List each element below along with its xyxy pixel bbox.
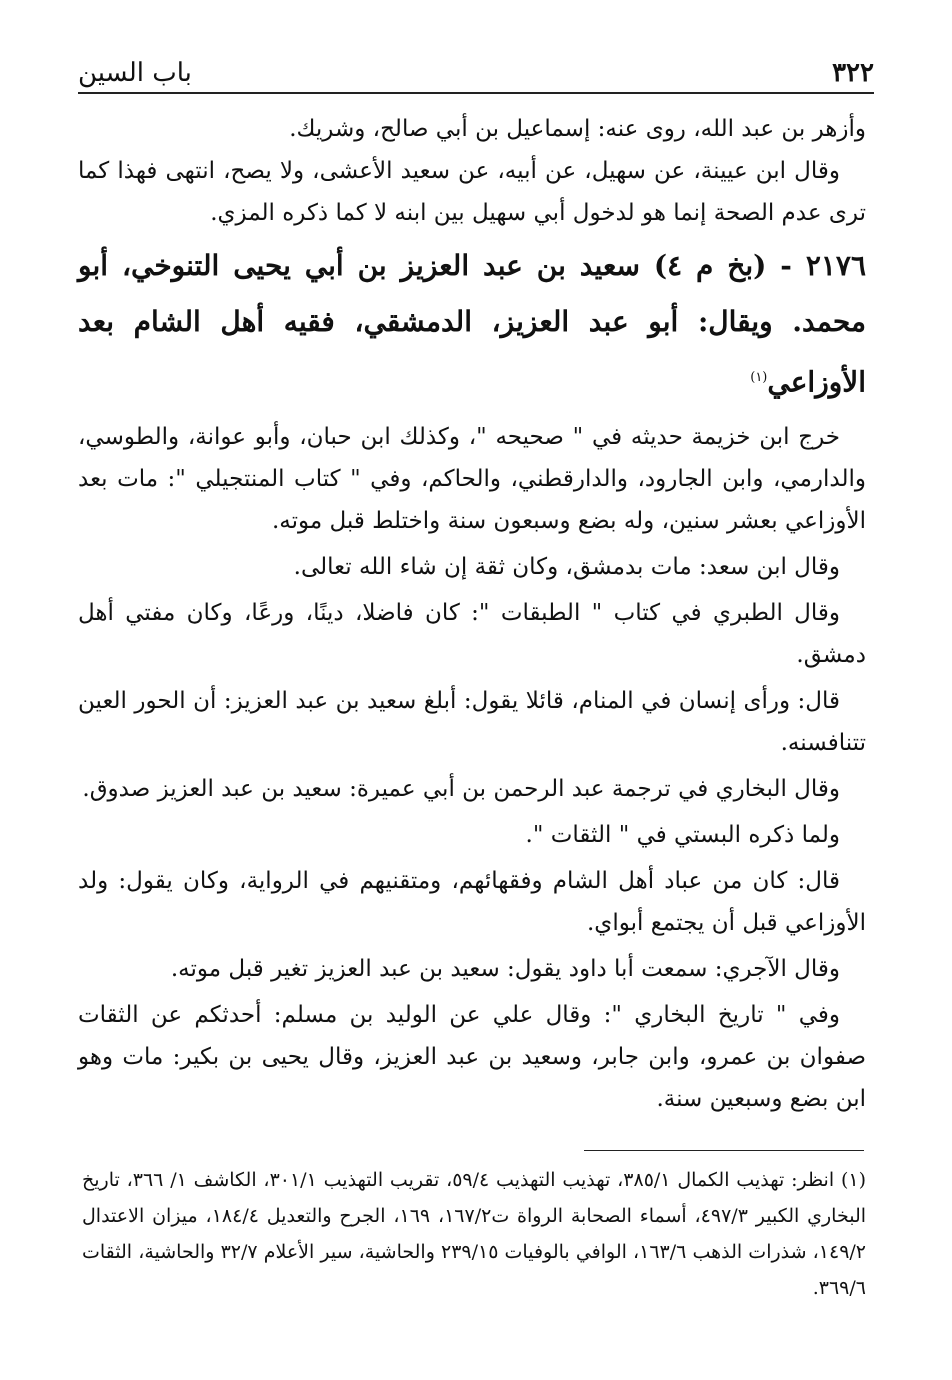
page-header — [78, 52, 874, 94]
paragraph: وفي " تاريخ البخاري ": وقال علي عن الوليد بن مسلم: أحدثكم عن الثقات صفوان بن عمرو، وابن جابر، وسعيد بن عبد العزيز، وقال يحيى بن بكير: مات وهو ابن بضع وسبعين سنة. — [78, 1002, 866, 1113]
paragraph: خرج ابن خزيمة حديثه في " صحيحه "، وكذلك ابن حبان، وأبو عوانة، والطوسي، والدارمي، وابن الجارود، والدارقطني، والحاكم، وفي " كتاب المنتجيلي ": مات بعد الأوزاعي بعشر سنين، وله بضع وسبعون سنة واختلط قبل موته. — [78, 424, 866, 535]
paragraph: وقال ابن عيينة، عن سهيل، عن أبيه، عن سعيد الأعشى، ولا يصح، انتهى فهذا كما ترى عدم الصحة إنما هو لدخول أبي سهيل بين ابنه لا كما ذكره المزي. — [78, 158, 866, 226]
paragraph: ولما ذكره البستي في " الثقات ". — [525, 822, 840, 849]
entry-heading-text: ٢١٧٦ - (بخ م ٤) سعيد بن عبد العزيز بن أبي يحيى التنوخي، أبو محمد. ويقال: أبو عبد العزيز، الدمشقي، فقيه أهل الشام بعد الأوزاعي — [78, 249, 866, 399]
main-text — [78, 108, 866, 1120]
paragraph: وقال الطبري في كتاب " الطبقات ": كان فاضلا، دينًا، ورعًا، وكان مفتي أهل دمشق. — [78, 600, 866, 669]
paragraph: وقال الآجري: سمعت أبا داود يقول: سعيد بن عبد العزيز تغير قبل موته. — [170, 956, 840, 983]
footnote-marker: (١) — [750, 370, 768, 385]
paragraph: قال: كان من عباد أهل الشام وفقهائهم، ومتقنيهم في الرواية، وكان يقول: ولد الأوزاعي قبل أن يجتمع أبواي. — [78, 868, 866, 937]
footnotes — [82, 1162, 866, 1306]
paragraph: وأزهر بن عبد الله، روى عنه: إسماعيل بن أبي صالح، وشريك. — [289, 116, 866, 142]
paragraph: قال: ورأى إنسان في المنام، قائلا يقول: أبلغ سعيد بن عبد العزيز: أن الحور العين تتنافسنه. — [78, 688, 866, 757]
paragraph: وقال ابن سعد: مات بدمشق، وكان ثقة إن شاء الله تعالى. — [293, 554, 840, 581]
page-number: ٣٢٢ — [832, 58, 874, 88]
paragraph: وقال البخاري في ترجمة عبد الرحمن بن أبي عميرة: سعيد بن عبد العزيز صدوق. — [82, 776, 840, 803]
footnote-text: (١) انظر: تهذيب الكمال ٣٨٥/١، تهذيب التهذيب ٥٩/٤، تقريب التهذيب ٣٠١/١، الكاشف ١/ ٣٦٦، تاريخ البخاري الكبير ٤٩٧/٣، أسماء الصحابة الرواة ت١٦٧/٢، ١٦٩، الجرح والتعديل ١٨٤/٤، ميزان الاعتدال ١٤٩/٢، شذرات الذهب ١٦٣/٦، الوافي بالوفيات ٢٣٩/١٥ والحاشية، سير الأعلام ٣٢/٧ والحاشية، الثقات ٣٦٩/٦. — [82, 1169, 867, 1299]
entry-heading — [78, 238, 866, 410]
footnote-separator — [584, 1150, 864, 1151]
chapter-title: باب السين — [78, 58, 192, 88]
